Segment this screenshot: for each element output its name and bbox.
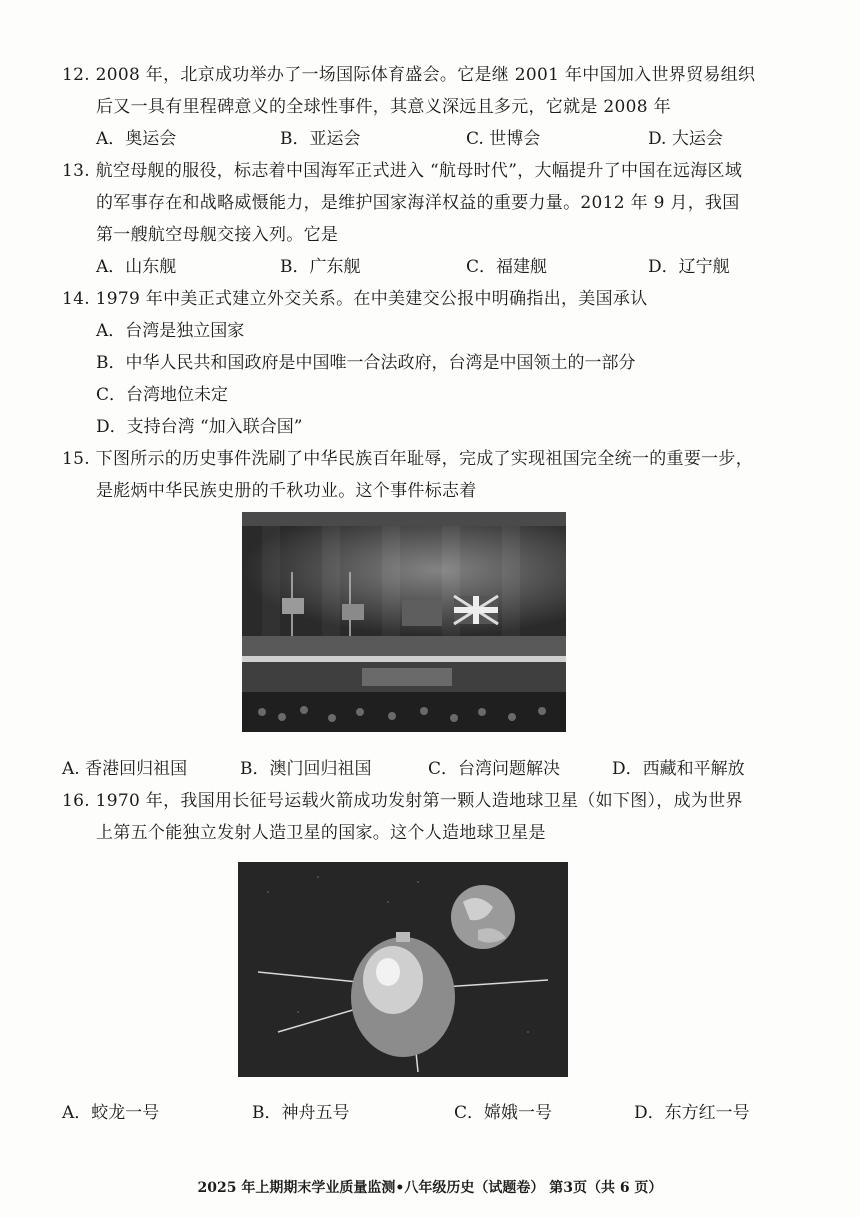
q12-option-d: D. 大运会 xyxy=(648,129,723,149)
q12-option-c: C. 世博会 xyxy=(466,129,541,149)
q12-line-1: 12. 2008 年，北京成功举办了一场国际体育盛会。它是继 2001 年中国加入世界贸易组织 xyxy=(62,65,756,85)
page-footer: 2025 年上期期末学业质量监测•八年级历史（试题卷） 第3页（共 6 页） xyxy=(197,1180,663,1196)
q13-option-d: D．辽宁舰 xyxy=(648,257,730,277)
q15-line-1: 15. 下图所示的历史事件洗刷了中华民族百年耻辱，完成了实现祖国完全统一的重要一步， xyxy=(62,449,754,469)
q14-option-a: A．台湾是独立国家 xyxy=(96,321,245,341)
q15-option-a: A. 香港回归祖国 xyxy=(62,759,188,779)
q12-option-b: B．亚运会 xyxy=(280,129,361,149)
q14-option-c: C．台湾地位未定 xyxy=(96,385,229,405)
q16-option-a: A．蛟龙一号 xyxy=(62,1103,160,1123)
q14-option-d: D．支持台湾 “加入联合国” xyxy=(96,417,303,437)
q13-option-b: B．广东舰 xyxy=(280,257,361,277)
q16-line-1: 16. 1970 年，我国用长征号运载火箭成功发射第一颗人造地球卫星（如下图），成为世界 xyxy=(62,791,743,811)
q12-line-2: 后又一具有里程碑意义的全球性事件，其意义深远且多元，它就是 2008 年 xyxy=(96,97,671,117)
dongfanghong-satellite-photo xyxy=(238,862,568,1077)
q16-line-2: 上第五个能独立发射人造卫星的国家。这个人造地球卫星是 xyxy=(96,823,546,843)
q12-option-a: A．奥运会 xyxy=(96,129,177,149)
q13-line-1: 13. 航空母舰的服役，标志着中国海军正式进入 “航母时代”，大幅提升了中国在远海区域 xyxy=(62,161,743,181)
satellite-illustration xyxy=(238,862,568,1077)
q13-option-a: A．山东舰 xyxy=(96,257,177,277)
q15-option-c: C．台湾问题解决 xyxy=(428,759,561,779)
q13-option-c: C．福建舰 xyxy=(466,257,548,277)
q13-line-2: 的军事存在和战略威慑能力，是维护国家海洋权益的重要力量。2012 年 9 月，我国 xyxy=(96,193,740,213)
q14-option-b: B．中华人民共和国政府是中国唯一合法政府，台湾是中国领土的一部分 xyxy=(96,353,636,373)
q13-line-3: 第一艘航空母舰交接入列。它是 xyxy=(96,225,339,245)
handover-ceremony-illustration xyxy=(242,512,566,732)
handover-ceremony-photo xyxy=(242,512,566,732)
earth-icon xyxy=(451,885,515,949)
q16-option-c: C．嫦娥一号 xyxy=(454,1103,553,1123)
q16-option-b: B．神舟五号 xyxy=(252,1103,350,1123)
q16-option-d: D．东方红一号 xyxy=(634,1103,750,1123)
q14-line-1: 14. 1979 年中美正式建立外交关系。在中美建交公报中明确指出，美国承认 xyxy=(62,289,648,309)
q15-line-2: 是彪炳中华民族史册的千秋功业。这个事件标志着 xyxy=(96,481,477,501)
q15-option-d: D．西藏和平解放 xyxy=(612,759,745,779)
q15-option-b: B．澳门回归祖国 xyxy=(240,759,372,779)
union-jack-flag xyxy=(454,596,498,624)
